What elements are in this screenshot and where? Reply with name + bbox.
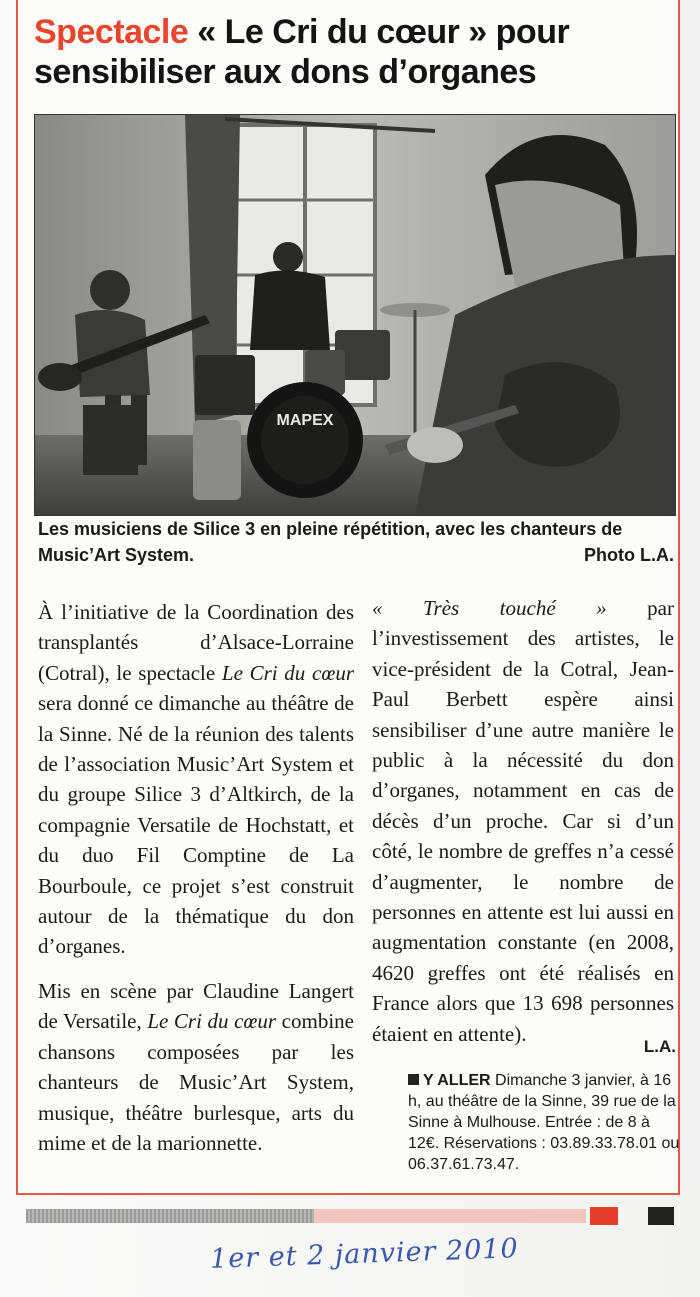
text-run: Mis en scène par Claudine Langert de Versatile, (38, 978, 354, 1034)
quote-italic: « Très touché » (372, 596, 607, 620)
page-footer-bar (26, 1207, 674, 1225)
handwritten-date: 1er et 2 janvier 2010 (209, 1233, 520, 1275)
show-title-italic: Le Cri du cœur (221, 660, 354, 685)
article-column-left (38, 597, 354, 1172)
footer-red-square (590, 1207, 618, 1225)
footer-grey-segment (26, 1209, 314, 1223)
footer-dark-square (648, 1207, 674, 1225)
info-tag: Y ALLER (423, 1072, 491, 1089)
text-run: sera donné ce dimanche au théâtre de la Sinne. Né de la réunion des talents de l’association Music’Art System et du groupe Silice 3 d’Altkirch, de la compagnie Versatile de Hochstatt, et du duo Fil Comptine de La Bourboule, ce projet s’est construit autour de la thématique du don d’organes. (38, 691, 354, 959)
drum-brand-label: MAPEX (276, 412, 334, 429)
amplifier (83, 405, 138, 475)
caption-text: Les musiciens de Silice 3 en pleine répétition, avec les chanteurs de Music’Art System. (38, 519, 623, 565)
info-text: Dimanche 3 janvier, à 16 h, au théâtre de la Sinne, 39 rue de la Sinne à Mulhouse. Entrée : de 8 à 12€. Réservations : 03.89.33.78.01 ou 06.37.61.73.47. (408, 1072, 680, 1173)
event-info-box (408, 1070, 680, 1175)
author-signature: L.A. (643, 1037, 676, 1056)
article-paragraph (38, 597, 354, 962)
article-paragraph (372, 593, 674, 1049)
headline-title: « Le Cri du cœur » pour sensibiliser aux dons d’organes (34, 13, 570, 91)
rehearsal-photo (34, 114, 676, 516)
footer-pink-segment (314, 1209, 586, 1223)
headline-kicker: Spectacle (34, 13, 189, 51)
photo-illustration (35, 115, 675, 515)
text-run: par l’investissement des artistes, le vice-président de la Cotral, Jean-Paul Berbett espère ainsi sensibiliser d’une autre manière le public à la nécessité du don d’organes, notamment en cas de décès d’un proche. Car si d’un côté, le nombre de greffes n’a cessé d’augmenter, le nombre de personnes en attente est lui aussi en augmentation constante (en 2008, 4620 greffes ont été réalisés en France alors que 13 698 personnes étaient en attente). (372, 596, 674, 1046)
article-paragraph (38, 976, 354, 1158)
text-run: combine chansons composées par les chanteurs de Music’Art System, musique, théâtre burlesque, arts du mime et de la marionnette. (38, 1009, 354, 1155)
square-bullet-icon (408, 1074, 419, 1085)
photo-caption (38, 516, 674, 568)
photo-credit: Photo L.A. (584, 545, 674, 565)
headline (34, 12, 674, 92)
text-run: À l’initiative de la Coordination des transplantés d’Alsace-Lorraine (Cotral), le spectacle (38, 600, 354, 685)
article-column-right (372, 593, 674, 1063)
show-title-italic: Le Cri du cœur (147, 1009, 277, 1034)
